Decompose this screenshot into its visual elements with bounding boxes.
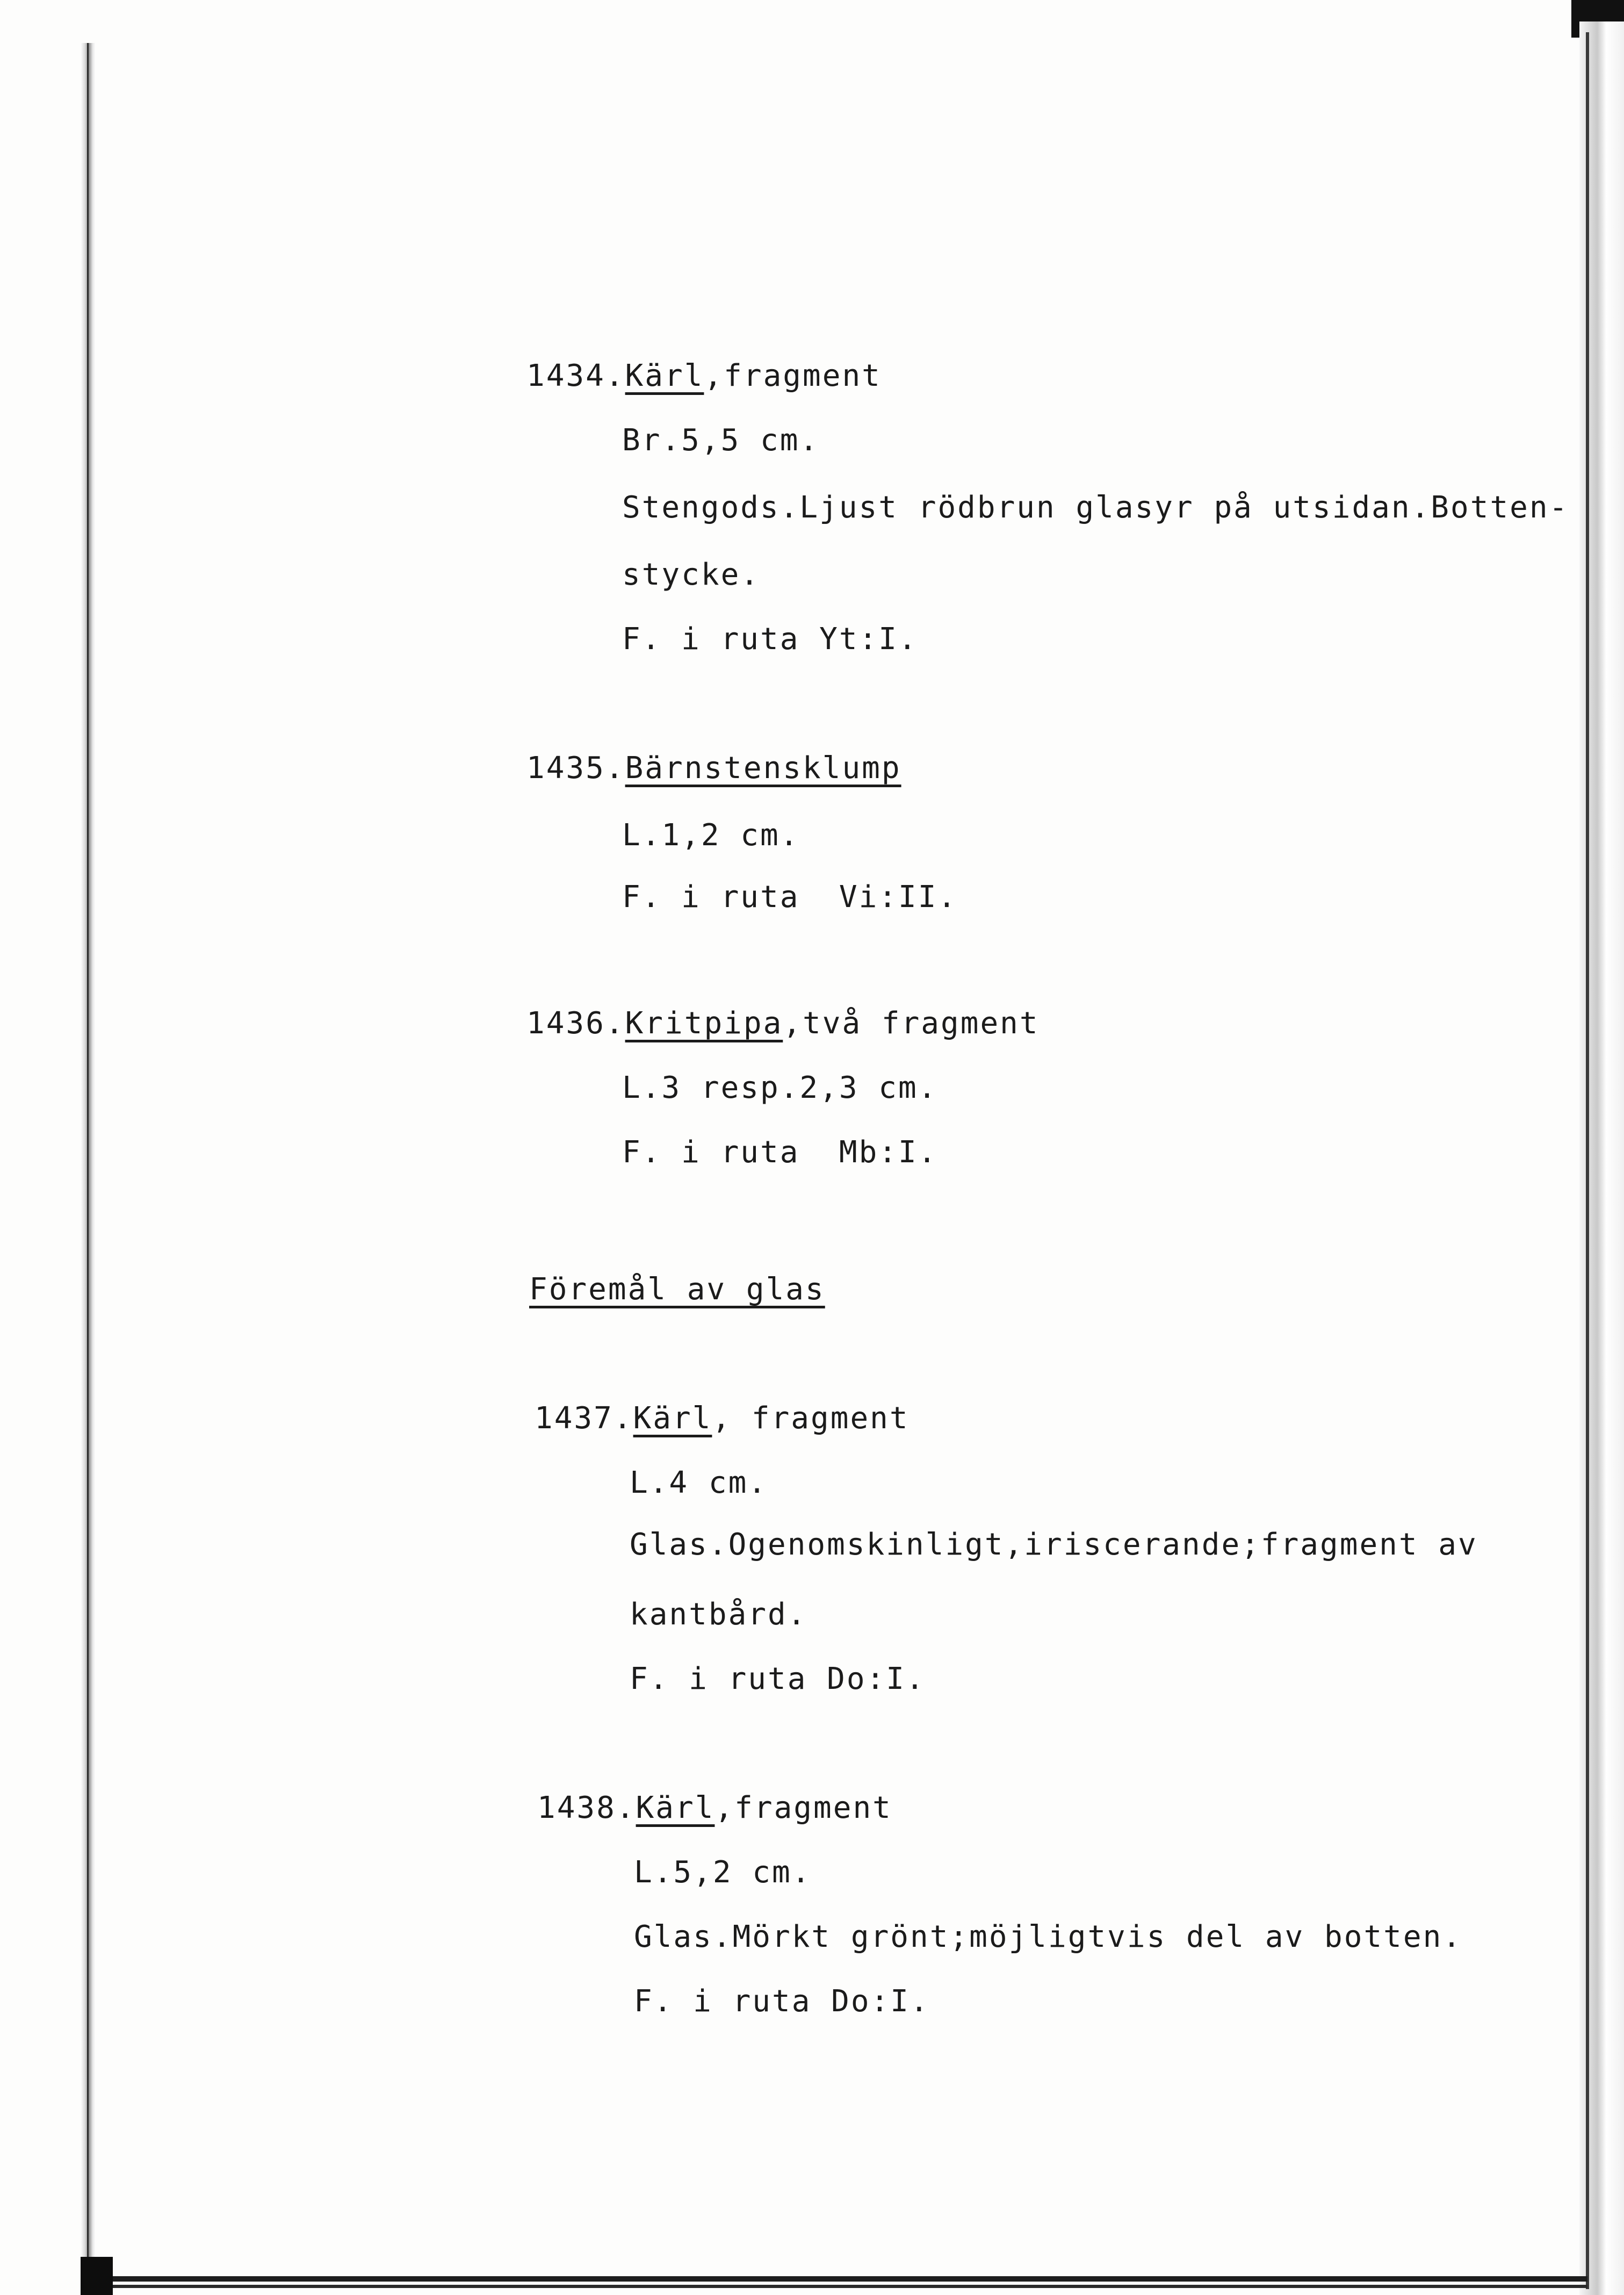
entry-1434-line-4: F. i ruta Yt:I. <box>622 622 918 657</box>
entry-1437-line-4: F. i ruta Do:I. <box>630 1661 926 1696</box>
entry-number: 1435. <box>526 751 625 786</box>
entry-title-suffix: , fragment <box>712 1401 910 1436</box>
page-bottom-edge-line <box>89 2285 1587 2288</box>
entry-1438-title <box>537 1789 892 1827</box>
entry-1434-line-1: Br.5,5 cm. <box>622 423 820 458</box>
entry-1437-title <box>535 1400 910 1437</box>
entry-1436-line-1: L.3 resp.2,3 cm. <box>622 1070 938 1105</box>
page-right-edge-line <box>1586 32 1589 2289</box>
entry-1434-line-3: stycke. <box>622 557 761 592</box>
page-left-edge-line <box>87 43 89 2294</box>
entry-1436-line-2: F. i ruta Mb:I. <box>622 1135 938 1170</box>
entry-title-suffix: ,fragment <box>714 1790 892 1825</box>
entry-1437-line-3: kantbård. <box>630 1597 807 1632</box>
entry-1438-line-1: L.5,2 cm. <box>634 1855 812 1890</box>
entry-1436-title <box>526 1005 1040 1042</box>
entry-number: 1436. <box>526 1006 625 1041</box>
entry-1435-line-1: L.1,2 cm. <box>622 818 800 853</box>
entry-title: Kritpipa <box>625 1006 783 1041</box>
section-heading: Föremål av glas <box>529 1272 825 1307</box>
entry-title-suffix: ,två fragment <box>783 1006 1040 1041</box>
entry-title: Kärl <box>636 1790 715 1825</box>
entry-1435-title <box>526 750 901 787</box>
entry-title: Kärl <box>625 358 704 393</box>
entry-title: Bärnstensklump <box>625 751 901 786</box>
entry-number: 1434. <box>526 358 625 393</box>
entry-number: 1437. <box>535 1401 633 1436</box>
entry-1438-line-2: Glas.Mörkt grönt;möjligtvis del av botten. <box>634 1919 1463 1954</box>
entry-1434-title <box>526 357 882 395</box>
entry-1438-line-3: F. i ruta Do:I. <box>634 1984 930 2019</box>
entry-1435-line-2: F. i ruta Vi:II. <box>622 880 958 915</box>
entry-title: Kärl <box>633 1401 712 1436</box>
entry-1437-line-2: Glas.Ogenomskinligt,iriscerande;fragment av <box>630 1527 1478 1562</box>
scan-bottom-corner-shadow <box>81 2257 113 2295</box>
entry-number: 1438. <box>537 1790 636 1825</box>
entry-1437-line-1: L.4 cm. <box>630 1465 768 1500</box>
page-bottom-edge <box>89 2276 1587 2282</box>
entry-title-suffix: ,fragment <box>704 358 882 393</box>
entry-1434-line-2: Stengods.Ljust rödbrun glasyr på utsidan.Botten- <box>622 490 1569 525</box>
